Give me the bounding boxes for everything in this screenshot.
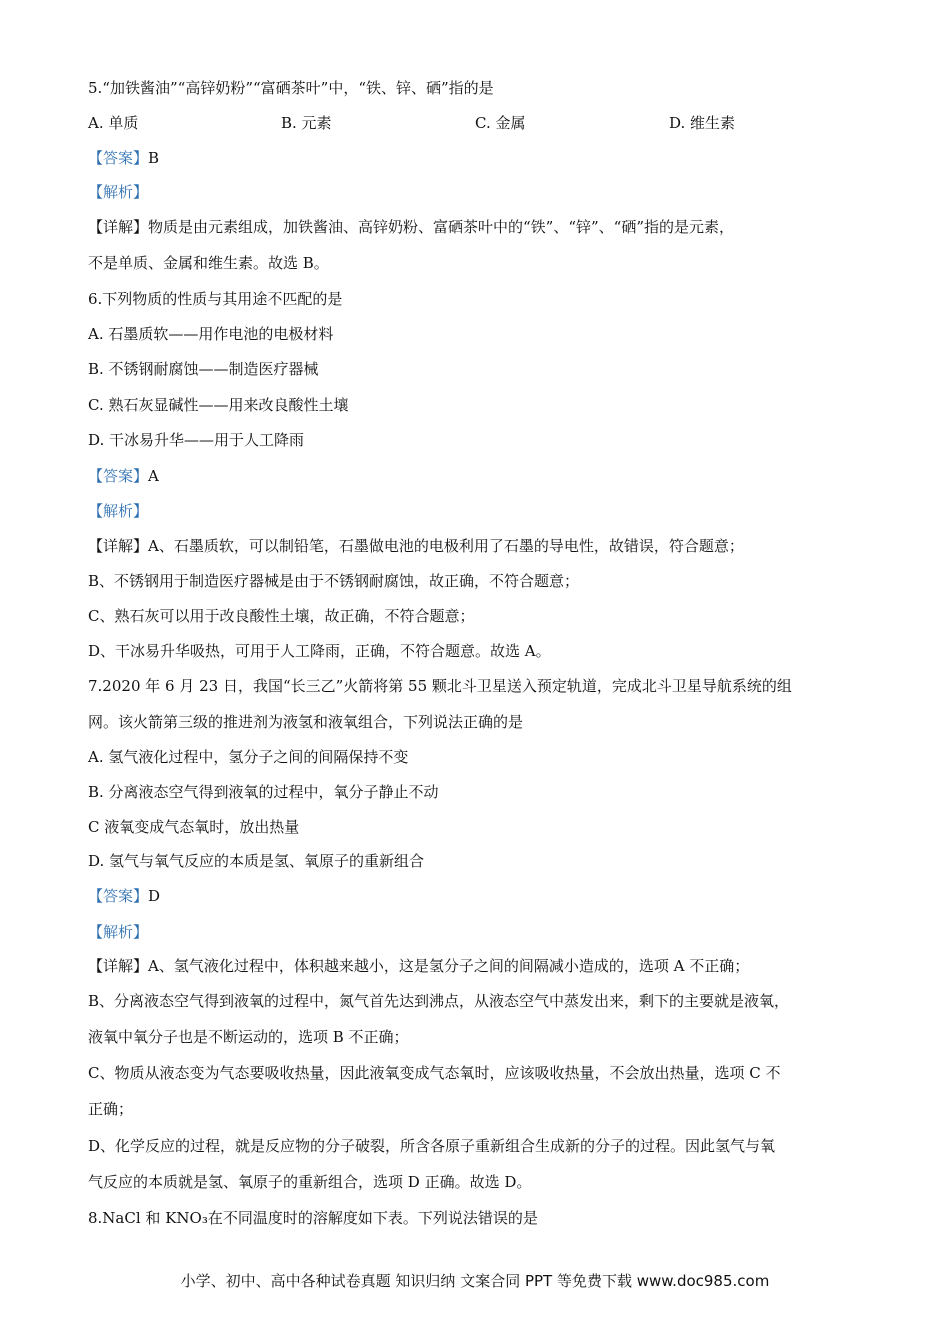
q7-stem-line: 7.2020 年 6 月 23 日，我国“长三乙”火箭将第 55 颗北斗卫星送入预定轨道，完成北斗卫星导航系统的组 (88, 677, 792, 695)
q6-detail-line: B、不锈钢用于制造医疗器械是由于不锈钢耐腐蚀，故正确，不符合题意； (88, 572, 580, 590)
q7-detail-line: 【详解】A、氢气液化过程中，体积越来越小，这是氢分子之间的间隔减小造成的，选项 A 不正确； (88, 957, 750, 975)
q7-analysis-tag: 【解析】 (88, 923, 149, 941)
q7-detail-line: 正确； (88, 1100, 134, 1118)
q8-stem: 8.NaCl 和 KNO₃在不同温度时的溶解度如下表。下列说法错误的是 (88, 1209, 538, 1227)
q5-analysis-tag: 【解析】 (88, 183, 149, 201)
q6-stem: 6.下列物质的性质与其用途不匹配的是 (88, 290, 343, 308)
q7-detail-line: C、物质从液态变为气态要吸收热量，因此液氧变成气态氧时，应该吸收热量，不会放出热量，选项 C 不 (88, 1064, 781, 1082)
q6-option-b: B. 不锈钢耐腐蚀——制造医疗器械 (88, 360, 319, 378)
answer-tag: 【答案】 (88, 887, 149, 905)
q7-option-d: D. 氢气与氧气反应的本质是氢、氧原子的重新组合 (88, 852, 425, 870)
q7-option-c: C 液氧变成气态氧时，放出热量 (88, 818, 300, 836)
answer-value: A (148, 467, 159, 485)
q7-detail-line: D、化学反应的过程，就是反应物的分子破裂，所含各原子重新组合生成新的分子的过程。因此氢气与氧 (88, 1137, 776, 1155)
answer-value: D (148, 887, 161, 905)
page-footer: 小学、初中、高中各种试卷真题 知识归纳 文案合同 PPT 等免费下载 www.doc985.com (180, 1272, 770, 1290)
answer-tag: 【答案】 (88, 149, 149, 167)
q7-detail-line: 液氧中氧分子也是不断运动的，选项 B 不正确； (88, 1028, 409, 1046)
q5-options (88, 113, 868, 133)
q7-option-a: A. 氢气液化过程中，氢分子之间的间隔保持不变 (88, 748, 409, 766)
q5-stem: 5.“加铁酱油”“高锌奶粉”“富硒茶叶”中，“铁、锌、硒”指的是 (88, 79, 494, 97)
q5-option-d: D. 维生素 (669, 114, 736, 132)
q6-answer (88, 466, 159, 486)
q6-option-c: C. 熟石灰显碱性——用来改良酸性土壤 (88, 396, 349, 414)
q7-detail-line: B、分离液态空气得到液氧的过程中，氮气首先达到沸点，从液态空气中蒸发出来，剩下的主要就是液氧， (88, 992, 790, 1010)
q5-option-b: B. 元素 (281, 114, 332, 132)
answer-tag: 【答案】 (88, 467, 149, 485)
q6-analysis-tag: 【解析】 (88, 502, 149, 520)
q5-option-c: C. 金属 (475, 114, 526, 132)
q5-detail-line: 【详解】物质是由元素组成，加铁酱油、高锌奶粉、富硒茶叶中的“铁”、“锌”、“硒”指的是元素， (88, 218, 735, 236)
q7-answer (88, 886, 160, 906)
q6-option-a: A. 石墨质软——用作电池的电极材料 (88, 325, 334, 343)
q7-stem-line: 网。该火箭第三级的推进剂为液氢和液氧组合，下列说法正确的是 (88, 713, 524, 731)
q5-answer (88, 148, 159, 168)
q5-option-a: A. 单质 (88, 114, 139, 132)
q7-option-b: B. 分离液态空气得到液氧的过程中，氧分子静止不动 (88, 783, 439, 801)
q6-detail-line: D、干冰易升华吸热，可用于人工降雨，正确，不符合题意。故选 A。 (88, 642, 551, 660)
q7-detail-line: 气反应的本质就是氢、氧原子的重新组合，选项 D 正确。故选 D。 (88, 1173, 532, 1191)
q5-detail-line: 不是单质、金属和维生素。故选 B。 (88, 254, 329, 272)
q6-option-d: D. 干冰易升华——用于人工降雨 (88, 431, 305, 449)
answer-value: B (148, 149, 160, 167)
q6-detail-line: 【详解】A、石墨质软，可以制铅笔，石墨做电池的电极利用了石墨的导电性，故错误，符合题意； (88, 537, 744, 555)
q6-detail-line: C、熟石灰可以用于改良酸性土壤，故正确，不符合题意； (88, 607, 475, 625)
